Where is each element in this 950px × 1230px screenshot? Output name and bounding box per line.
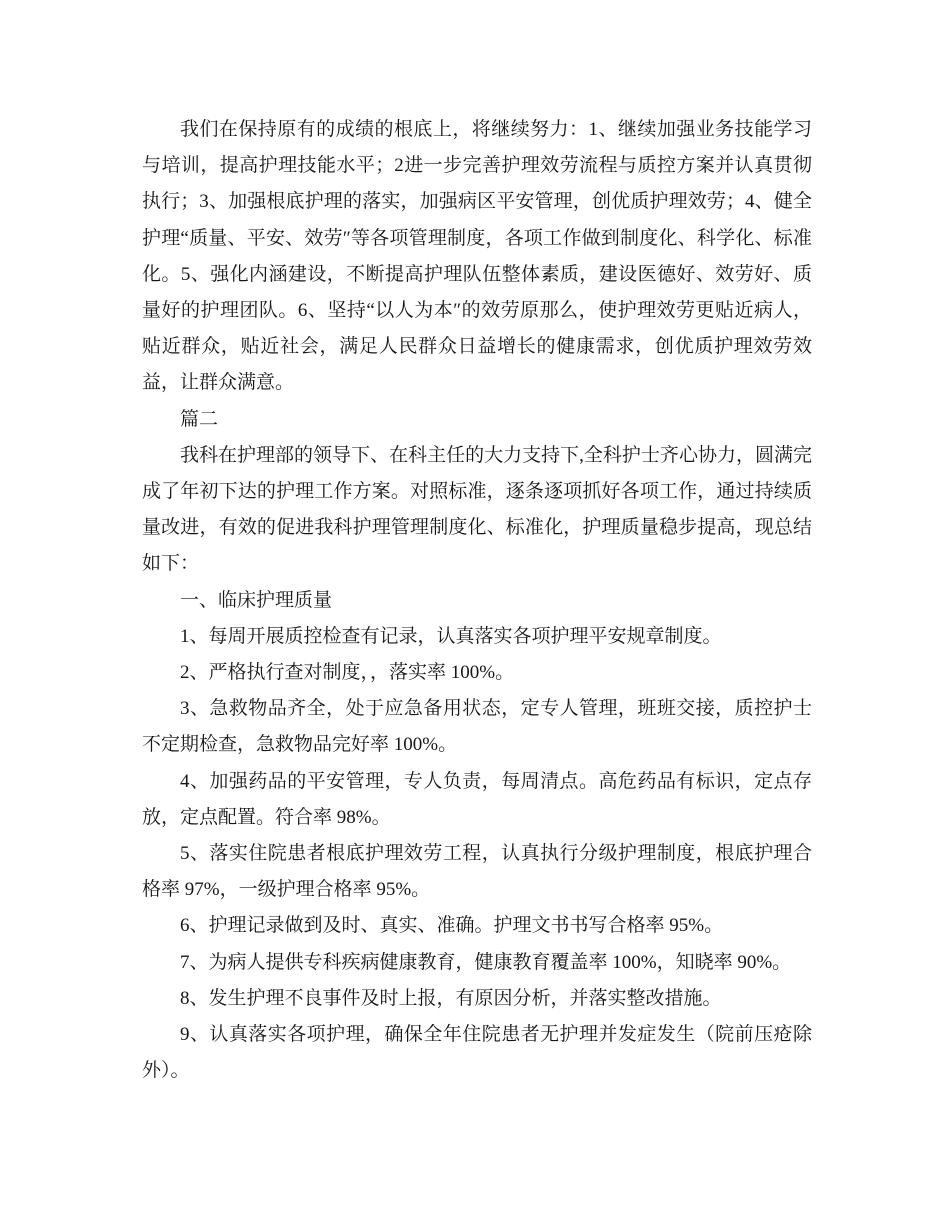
paragraph-dept-intro: 我科在护理部的领导下、在科主任的大力支持下,全科护士齐心协力，圆满完成了年初下达的护理工作方案。对照标准，逐条逐项抓好各项工作，通过持续质量改进，有效的促进我科护理管理制度化、标准化，护理质量稳步提高，现总结如下： bbox=[142, 444, 812, 575]
list-item-5-basic-care: 5、落实住院患者根底护理效劳工程，认真执行分级护理制度，根底护理合格率 97%，一级护理合格率 95%。 bbox=[142, 843, 812, 901]
list-item-4-drug-safety: 4、加强药品的平安管理，专人负责，每周清点。高危药品有标识，定点存放，定点配置。符合率 98%。 bbox=[142, 770, 812, 828]
paragraph-future-goals: 我们在保持原有的成绩的根底上，将继续努力：1、继续加强业务技能学习与培训，提高护理技能水平；2进一步完善护理效劳流程与质控方案并认真贯彻执行；3、加强根底护理的落实，加强病区平安管理，创优质护理效劳；4、健全护理“质量、平安、效劳″等各项管理制度，各项工作做到制度化、科学化、标准化。5、强化内涵建设，不断提高护理队伍整体素质，建设医德好、效劳好、质量好的护理团队。6、坚持“以人为本″的效劳原那么，使护理效劳更贴近病人，贴近群众，贴近社会，满足人民群众日益增长的健康需求，创优质护理效劳效益，让群众满意。 bbox=[142, 119, 812, 394]
list-item-1-quality-checks: 1、每周开展质控检查有记录，认真落实各项护理平安规章制度。 bbox=[180, 625, 722, 647]
list-item-2-verification: 2、严格执行查对制度，，落实率 100%。 bbox=[180, 662, 515, 684]
heading-clinical-quality: 一、临床护理质量 bbox=[180, 589, 333, 611]
list-item-9-no-complications: 9、认真落实各项护理，确保全年住院患者无护理并发症发生（院前压疮除外）。 bbox=[142, 1024, 812, 1082]
list-item-7-health-education: 7、为病人提供专科疾病健康教育，健康教育覆盖率 100%，知晓率 90%。 bbox=[180, 951, 792, 973]
list-item-3-emergency-items: 3、急救物品齐全，处于应急备用状态，定专人管理，班班交接，质控护士不定期检查，急救物品完好率 100%。 bbox=[142, 698, 812, 756]
document-body bbox=[142, 112, 812, 1089]
list-item-8-adverse-events: 8、发生护理不良事件及时上报，有原因分析，并落实整改措施。 bbox=[180, 987, 722, 1009]
list-item-6-records: 6、护理记录做到及时、真实、准确。护理文书书写合格率 95%。 bbox=[180, 915, 724, 937]
heading-part-two: 篇二 bbox=[180, 408, 219, 430]
